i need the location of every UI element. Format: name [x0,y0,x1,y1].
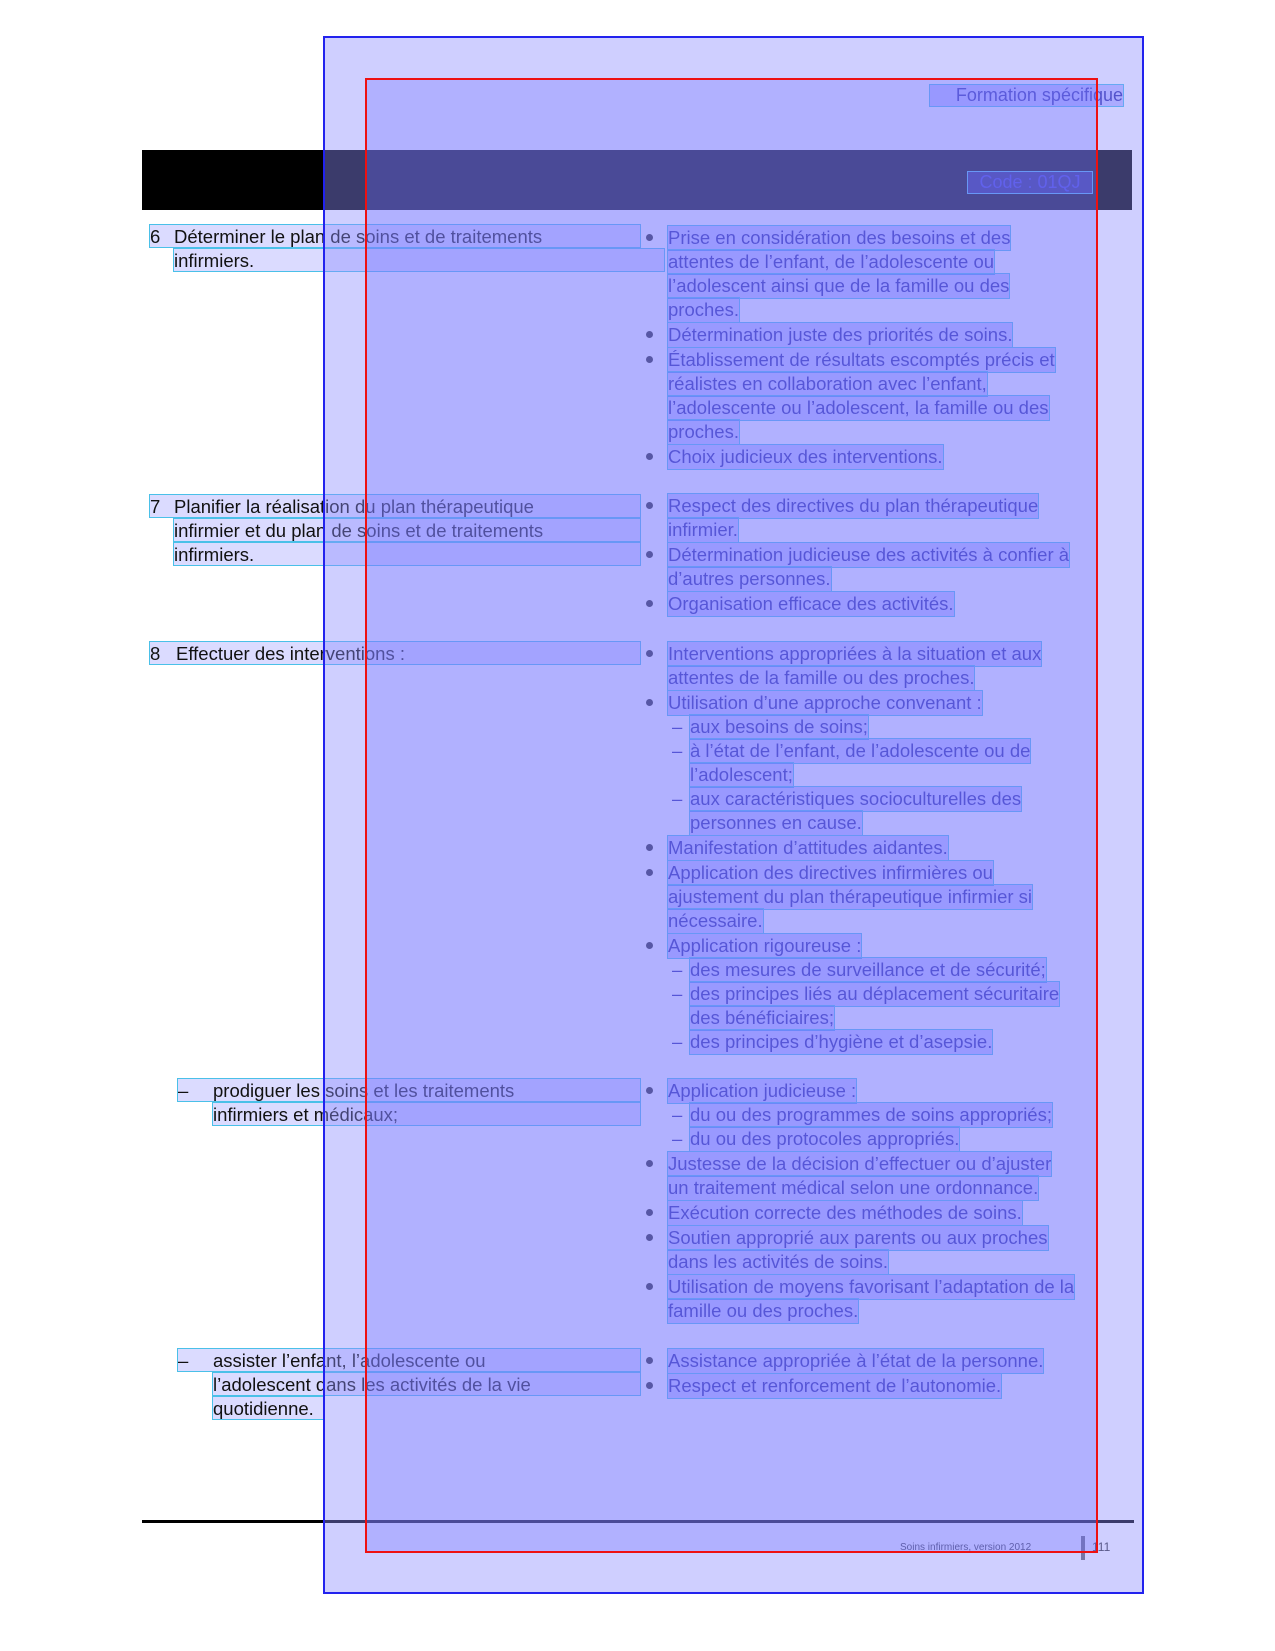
criteria-text: des mesures de surveillance et de sécurité; [690,959,1046,980]
dash-marker: – [672,983,683,1004]
criteria-text: Application des directives infirmières ou [668,862,993,883]
objective-number: 7 [150,496,161,517]
dash-marker: – [672,788,683,809]
objective-text: infirmier et du plan de soins et de traitements [174,520,544,541]
criteria-text: personnes en cause. [690,812,862,833]
dash-marker: – [178,1350,189,1371]
criteria-text: à l’état de l’enfant, de l’adolescente ou de [690,740,1031,761]
criteria-text: Manifestation d’attitudes aidantes. [668,837,948,858]
sub-objective-text: quotidienne. [213,1398,314,1419]
criteria-text: l’adolescent; [690,764,793,785]
criteria-text: Respect et renforcement de l’autonomie. [668,1375,1002,1396]
formation-label: Formation spécifique [930,85,1123,106]
criteria-text: Prise en considération des besoins et des [668,227,1011,248]
sub-objective-2-line-3 [213,1397,323,1419]
criteria-text: dans les activités de soins. [668,1251,889,1272]
dash-marker: – [672,959,683,980]
criteria-text: Organisation efficace des activités. [668,593,954,614]
footer-label: Soins infirmiers, version 2012 [900,1542,1032,1553]
criteria-text: des bénéficiaires; [690,1007,834,1028]
criteria-text: un traitement médical selon une ordonnance. [668,1177,1039,1198]
criteria-text: Justesse de la décision d’effectuer ou d’ajuster [668,1153,1052,1174]
criteria-text: Respect des directives du plan thérapeutique [668,495,1039,516]
criteria-text: Détermination juste des priorités de soins. [668,324,1013,345]
criteria-text: aux besoins de soins; [690,716,868,737]
objective-text: Planifier la réalisation du plan thérapeutique [174,496,534,517]
criteria-text: Application judicieuse : [668,1080,857,1101]
dash-marker: – [672,1128,683,1149]
criteria-text: Application rigoureuse : [668,935,862,956]
sub-objective-text: prodiguer les soins et les traitements [213,1080,515,1101]
criteria-text: ajustement du plan thérapeutique infirmier si [668,886,1033,907]
sub-objective-text: l’adolescent dans les activités de la vie [213,1374,531,1395]
criteria-text: nécessaire. [668,910,763,931]
criteria-text: l’adolescente ou l’adolescent, la famille ou des [668,397,1049,418]
criteria-text: Exécution correcte des méthodes de soins. [668,1202,1022,1223]
region-inner-overlay [365,78,1098,1553]
objective-number: 6 [150,226,161,247]
criteria-text: l’adolescent ainsi que de la famille ou des [668,275,1010,296]
criteria-text: proches. [668,299,739,320]
criteria-text: des principes d’hygiène et d’asepsie. [690,1031,993,1052]
dash-marker: – [672,740,683,761]
criteria-text: du ou des protocoles appropriés. [690,1128,960,1149]
objective-text: infirmiers. [174,250,255,271]
objective-text: infirmiers. [174,544,255,565]
criteria-text: Utilisation de moyens favorisant l’adaptation de la [668,1276,1075,1297]
objective-text: Effectuer des interventions : [176,643,405,664]
dash-marker: – [672,716,683,737]
criteria-text: attentes de l’enfant, de l’adolescente ou [668,251,995,272]
criteria-text: Utilisation d’une approche convenant : [668,692,982,713]
criteria-text: proches. [668,421,739,442]
page-number: 111 [1092,1540,1111,1554]
sub-objective-text: infirmiers et médicaux; [213,1104,399,1125]
criteria-text: attentes de la famille ou des proches. [668,667,975,688]
criteria-text: Soutien approprié aux parents ou aux proches [668,1227,1048,1248]
objective-text: Déterminer le plan de soins et de traitements [174,226,543,247]
objective-number: 8 [150,643,161,664]
criteria-text: d’autres personnes. [668,568,831,589]
criteria-text: famille ou des proches. [668,1300,859,1321]
criteria-text: Interventions appropriées à la situation et aux [668,643,1042,664]
criteria-text: Assistance appropriée à l’état de la personne. [668,1350,1044,1371]
criteria-text: réalistes en collaboration avec l’enfant, [668,373,987,394]
criteria-text: aux caractéristiques socioculturelles des [690,788,1022,809]
dash-marker: – [178,1080,189,1101]
sub-objective-text: assister l’enfant, l’adolescente ou [213,1350,486,1371]
dash-marker: – [672,1031,683,1052]
program-code: Code : 01QJ [968,172,1092,193]
criteria-text: des principes liés au déplacement sécuritaire [690,983,1060,1004]
criteria-text: Choix judicieux des interventions. [668,446,943,467]
dash-marker: – [672,1104,683,1125]
criteria-text: du ou des programmes de soins appropriés; [690,1104,1052,1125]
criteria-text: Détermination judicieuse des activités à confier à [668,544,1070,565]
criteria-text: Établissement de résultats escomptés précis et [668,349,1055,370]
criteria-text: infirmier. [668,519,738,540]
